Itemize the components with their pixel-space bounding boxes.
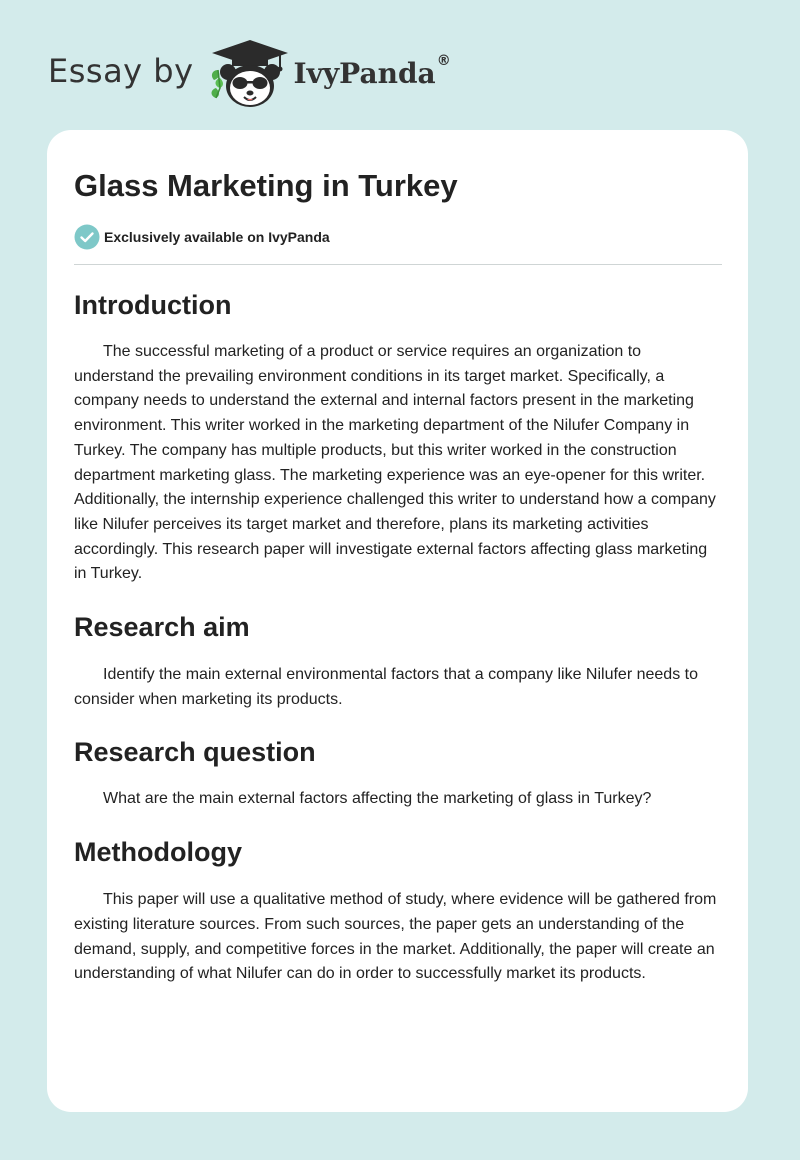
section-paragraph-research-aim: Identify the main external environmental factors that a company like Nilufer needs to consider when marketing its products. <box>74 666 698 708</box>
page-title: Glass Marketing in Turkey <box>74 168 458 203</box>
essay-card <box>47 130 748 1112</box>
section-paragraph-research-question: What are the main external factors affecting the marketing of glass in Turkey? <box>103 790 652 808</box>
divider <box>74 264 722 265</box>
exclusive-badge <box>74 224 722 250</box>
section-paragraph-introduction: The successful marketing of a product or service requires an organization to understand the prevailing environment conditions in its target market. Specifically, a company needs to understand the external and internal factors present in the marketing environment. This writer worked in the marketing department of the Nilufer Company in Turkey. The company has multiple products, but this writer worked in the construction department marketing glass. The marketing experience was an eye-opener for this writer. Additionally, the internship experience challenged this writer to understand how a company like Nilufer perceives its target market and therefore, plans its marketing activities accordingly. This research paper will investigate external factors affecting glass marketing in Turkey. <box>74 343 716 583</box>
brand-name: IvyPanda® <box>293 52 451 90</box>
panda-graduate-icon <box>208 36 292 112</box>
registered-mark: ® <box>436 52 451 69</box>
section-heading-research-aim: Research aim <box>74 612 250 643</box>
section-heading-methodology: Methodology <box>74 837 242 868</box>
section-heading-introduction: Introduction <box>74 290 232 320</box>
check-circle-icon <box>74 224 100 250</box>
section-heading-research-question: Research question <box>74 737 316 768</box>
essay-by-label: Essay by <box>48 52 194 90</box>
exclusive-label: Exclusively available on IvyPanda <box>104 229 330 245</box>
site-header <box>48 36 451 112</box>
section-paragraph-methodology: This paper will use a qualitative method of study, where evidence will be gathered from existing literature sources. From such sources, the paper gets an understanding of the demand, supply, and competitive forces in the market. Additionally, the paper will create an understanding of what Nilufer can do in order to successfully market its products. <box>74 891 717 983</box>
